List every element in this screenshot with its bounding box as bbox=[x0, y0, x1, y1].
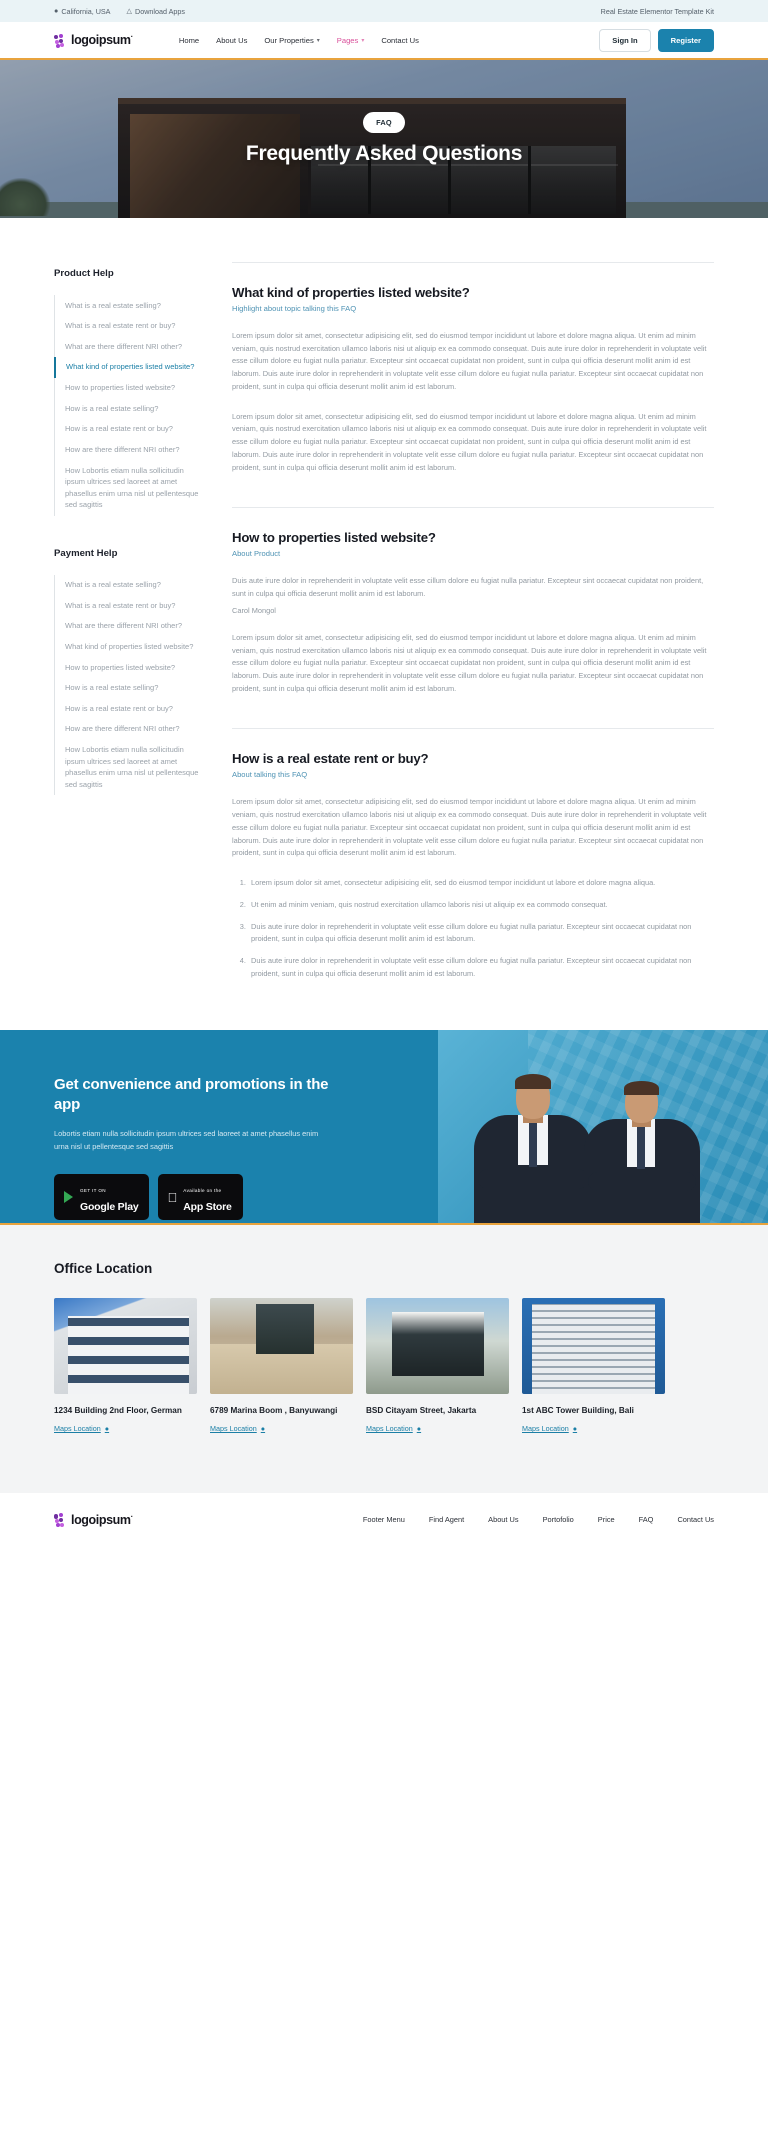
office-photo bbox=[210, 1298, 353, 1394]
office-address: 1234 Building 2nd Floor, German bbox=[54, 1405, 182, 1415]
main-navbar bbox=[0, 22, 768, 60]
google-play-button[interactable] bbox=[54, 1174, 149, 1220]
maps-location-link[interactable]: Maps Location ● bbox=[366, 1424, 422, 1434]
divider bbox=[232, 728, 714, 729]
cta-text-block bbox=[0, 1030, 330, 1221]
apple-logo-icon bbox=[167, 1191, 177, 1204]
office-card[interactable] bbox=[210, 1298, 353, 1434]
footer-item-faq[interactable]: FAQ bbox=[638, 1514, 654, 1524]
sidebar-item-product-1[interactable]: What is a real estate selling? bbox=[54, 295, 202, 316]
faq-article-2 bbox=[232, 507, 714, 695]
logo-mark-icon bbox=[54, 34, 67, 47]
list-item: 4. Duis aute irure dolor in reprehenderit in voluptate velit esse cillum dolore eu fugiat nulla pariatur. Excepteur sint occaecat cupidatat non proident, sunt in culpa qui officia deserunt mollit anim id est laborum. bbox=[248, 955, 714, 980]
sidebar-item-product-3[interactable]: What are there different NRI other? bbox=[54, 336, 202, 357]
hero-content bbox=[0, 60, 768, 218]
divider bbox=[232, 507, 714, 508]
sidebar-item-product-4-active[interactable]: What kind of properties listed website? bbox=[54, 357, 202, 378]
footer-brand-logo[interactable] bbox=[54, 1512, 133, 1527]
agent-photo-right bbox=[578, 1073, 708, 1223]
office-card-list bbox=[54, 1298, 714, 1434]
agents-photo bbox=[438, 1030, 768, 1223]
cta-title: Get convenience and promotions in the app bbox=[54, 1075, 329, 1113]
office-photo bbox=[366, 1298, 509, 1394]
office-location-section bbox=[0, 1225, 768, 1494]
footer-item-portofolio[interactable]: Portofolio bbox=[542, 1514, 574, 1524]
faq-subtitle-2: About Product bbox=[232, 549, 281, 559]
sidebar-item-payment-1[interactable]: What is a real estate selling? bbox=[54, 575, 202, 596]
sidebar-item-product-8[interactable]: How are there different NRI other? bbox=[54, 439, 202, 460]
maps-location-link[interactable]: Maps Location ● bbox=[54, 1424, 110, 1434]
section-spacer bbox=[232, 695, 714, 728]
nav-menu bbox=[179, 36, 419, 45]
sidebar-product-title: Product Help bbox=[54, 268, 114, 279]
chevron-down-icon: ▾ bbox=[316, 37, 320, 44]
topbar-location-label: California, USA bbox=[61, 6, 111, 16]
google-play-big: Google Play bbox=[80, 1201, 139, 1214]
register-button[interactable]: Register bbox=[658, 29, 714, 52]
faq-article-1 bbox=[232, 262, 714, 474]
location-pin-icon: ● bbox=[260, 1424, 266, 1434]
app-store-big: App Store bbox=[173, 1201, 222, 1214]
google-play-small: GET IT ON bbox=[80, 1188, 106, 1194]
faq-subtitle-3: About talking this FAQ bbox=[232, 770, 308, 780]
page-title: Frequently Asked Questions bbox=[245, 142, 523, 165]
chevron-down-icon: ▾ bbox=[361, 37, 365, 44]
faq-paragraph: Lorem ipsum dolor sit amet, consectetur adipisicing elit, sed do eiusmod tempor incididunt ut labore et dolore magna aliqua. Ut enim ad minim veniam, quis nostrud exercitation ullamco laboris nisi ut aliquip ex ea commodo consequat. Duis aute irure dolor in reprehenderit in voluptate velit esse cillum dolore eu fugiat nulla pariatur. Excepteur sint occaecat cupidatat non proident, sunt in culpa qui officia deserunt mollit anim id est laborum. Duis aute irure dolor in reprehenderit in voluptate velit esse cillum dolore eu fugiat nulla pariatur. Excepteur sint occaecat cupidatat non proident, sunt in culpa qui officia deserunt mollit anim id est laborum. bbox=[232, 797, 707, 858]
app-promo-banner bbox=[0, 1030, 768, 1225]
faq-title-2: How to properties listed website? bbox=[232, 530, 436, 546]
sidebar-item-payment-6[interactable]: How is a real estate selling? bbox=[54, 678, 202, 699]
sidebar-item-payment-5[interactable]: How to properties listed website? bbox=[54, 657, 202, 678]
sidebar-item-payment-8[interactable]: How are there different NRI other? bbox=[54, 719, 202, 740]
faq-paragraph: Duis aute irure dolor in reprehenderit in voluptate velit esse cillum dolore eu fugiat nulla pariatur. Excepteur sint occaecat cupidatat non proident, sunt in culpa qui officia deserunt mollit anim id est laborum. bbox=[232, 576, 704, 599]
sidebar-item-product-7[interactable]: How is a real estate rent or buy? bbox=[54, 419, 202, 440]
nav-item-pages[interactable]: Pages ▾ bbox=[336, 35, 365, 45]
app-store-button[interactable] bbox=[158, 1174, 242, 1220]
location-pin-icon: ● bbox=[54, 6, 59, 16]
sidebar-item-product-6[interactable]: How is a real estate selling? bbox=[54, 398, 202, 419]
sidebar-product-list bbox=[54, 295, 202, 516]
location-pin-icon: ● bbox=[416, 1424, 422, 1434]
office-address: BSD Citayam Street, Jakarta bbox=[366, 1405, 477, 1415]
faq-subtitle-1: Highlight about topic talking this FAQ bbox=[232, 304, 357, 313]
faq-title-1: What kind of properties listed website? bbox=[232, 285, 470, 300]
faq-paragraph: Lorem ipsum dolor sit amet, consectetur adipisicing elit, sed do eiusmod tempor incididunt ut labore et dolore magna aliqua. Ut enim ad minim veniam, quis nostrud exercitation ullamco laboris nisi ut aliquip ex ea commodo consequat. Duis aute irure dolor in reprehenderit in voluptate velit esse cillum dolore eu fugiat nulla pariatur. Excepteur sint occaecat cupidatat non proident, sunt in culpa qui officia deserunt mollit anim id est laborum. Duis aute irure dolor in reprehenderit in voluptate velit esse cillum dolore eu fugiat nulla pariatur. Excepteur sint occaecat cupidatat non proident, sunt in culpa qui officia deserunt mollit anim id est laborum. bbox=[232, 411, 707, 472]
office-card[interactable] bbox=[54, 1298, 197, 1434]
sidebar-item-payment-2[interactable]: What is a real estate rent or buy? bbox=[54, 595, 202, 616]
faq-articles bbox=[232, 262, 714, 990]
nav-item-about-us[interactable]: About Us bbox=[216, 35, 248, 45]
external-link-icon: △ bbox=[126, 6, 133, 16]
sidebar-item-product-9[interactable]: How Lobortis etiam nulla sollicitudin ipsum ultrices sed laoreet at amet phasellus enim urna nisl ut pellentesque sed sagittis bbox=[54, 460, 202, 516]
list-item: 3. Duis aute irure dolor in reprehenderit in voluptate velit esse cillum dolore eu fugiat nulla pariatur. Excepteur sint occaecat cupidatat non proident, sunt in culpa qui officia deserunt mollit anim id est laborum. bbox=[248, 921, 714, 946]
nav-actions bbox=[599, 29, 714, 52]
faq-sidebar bbox=[54, 262, 202, 795]
main-content bbox=[0, 218, 768, 990]
logo-mark-icon bbox=[54, 1513, 67, 1526]
top-utility-bar bbox=[0, 0, 768, 22]
footer-menu bbox=[363, 1515, 714, 1524]
sign-in-button[interactable]: Sign In bbox=[599, 29, 650, 52]
faq-paragraph: Lorem ipsum dolor sit amet, consectetur adipisicing elit, sed do eiusmod tempor incididunt ut labore et dolore magna aliqua. Ut enim ad minim veniam, quis nostrud exercitation ullamco laboris nisi ut aliquip ex ea commodo consequat. Duis aute irure dolor in reprehenderit in voluptate velit esse cillum dolore eu fugiat nulla pariatur. Excepteur sint occaecat cupidatat non proident, sunt in culpa qui officia deserunt mollit anim id est laborum. Duis aute irure dolor in reprehenderit in voluptate velit esse cillum dolore eu fugiat nulla pariatur. Excepteur sint occaecat cupidatat non proident, sunt in culpa qui officia deserunt mollit anim id est laborum. bbox=[232, 331, 707, 391]
nav-item-contact-us[interactable]: Contact Us bbox=[381, 35, 419, 45]
sidebar-item-payment-4[interactable]: What kind of properties listed website? bbox=[54, 636, 202, 657]
hero-badge: FAQ bbox=[363, 112, 405, 133]
footer-item-about-us[interactable]: About Us bbox=[488, 1514, 519, 1524]
footer-item-contact-us[interactable]: Contact Us bbox=[677, 1514, 714, 1524]
hero-banner bbox=[0, 60, 768, 218]
store-badges bbox=[54, 1174, 330, 1220]
maps-location-link[interactable]: Maps Location ● bbox=[210, 1424, 266, 1434]
maps-location-link[interactable]: Maps Location ● bbox=[522, 1424, 578, 1434]
faq-title-3: How is a real estate rent or buy? bbox=[232, 751, 429, 767]
sidebar-payment-list bbox=[54, 575, 202, 796]
footer-item-find-agent[interactable]: Find Agent bbox=[428, 1514, 465, 1524]
office-photo bbox=[54, 1298, 197, 1394]
cta-description: Lobortis etiam nulla sollicitudin ipsum ultrices sed laoreet at amet phasellus enim urna nisl ut pellentesque sed sagittis bbox=[54, 1129, 319, 1151]
sidebar-item-payment-7[interactable]: How is a real estate rent or buy? bbox=[54, 698, 202, 719]
nav-item-home[interactable]: Home bbox=[178, 35, 200, 45]
sidebar-item-product-2[interactable]: What is a real estate rent or buy? bbox=[54, 316, 202, 337]
faq-ordered-list bbox=[248, 877, 714, 980]
topbar-download-apps[interactable] bbox=[126, 7, 184, 16]
site-footer bbox=[0, 1493, 768, 1545]
sidebar-item-payment-3[interactable]: What are there different NRI other? bbox=[54, 616, 202, 637]
topbar-location bbox=[54, 7, 110, 16]
divider bbox=[232, 262, 714, 263]
footer-brand-name: logoipsum· bbox=[71, 1511, 133, 1528]
faq-article-3 bbox=[232, 728, 714, 980]
google-play-icon bbox=[63, 1191, 74, 1203]
list-item: 1. Lorem ipsum dolor sit amet, consectetur adipisicing elit, sed do eiusmod tempor incididunt ut labore et dolore magna aliqua. bbox=[248, 877, 714, 890]
faq-paragraph: Lorem ipsum dolor sit amet, consectetur adipisicing elit, sed do eiusmod tempor incididunt ut labore et dolore magna aliqua. Ut enim ad minim veniam, quis nostrud exercitation ullamco laboris nisi ut aliquip ex ea commodo consequat. Duis aute irure dolor in reprehenderit in voluptate velit esse cillum dolore eu fugiat nulla pariatur. Excepteur sint occaecat cupidatat non proident, sunt in culpa qui officia deserunt mollit anim id est laborum. Duis aute irure dolor in reprehenderit in voluptate velit esse cillum dolore eu fugiat nulla pariatur. Excepteur sint occaecat cupidatat non proident, sunt in culpa qui officia deserunt mollit anim id est laborum. bbox=[232, 632, 707, 693]
nav-item-our-properties[interactable]: Our Properties ▾ bbox=[264, 35, 320, 45]
office-address: 1st ABC Tower Building, Bali bbox=[522, 1405, 634, 1415]
section-spacer bbox=[232, 474, 714, 507]
topbar-download-label: Download Apps bbox=[135, 6, 185, 16]
office-card[interactable] bbox=[522, 1298, 665, 1434]
office-card[interactable] bbox=[366, 1298, 509, 1434]
faq-author-byline: Carol Mongol bbox=[232, 605, 276, 615]
office-photo bbox=[522, 1298, 665, 1394]
brand-logo[interactable] bbox=[54, 32, 133, 47]
sidebar-payment-title: Payment Help bbox=[54, 547, 118, 559]
topbar-left bbox=[54, 7, 185, 16]
sidebar-item-product-5[interactable]: How to properties listed website? bbox=[54, 378, 202, 399]
list-item: 2. Ut enim ad minim veniam, quis nostrud exercitation ullamco laboris nisi ut aliquip ex ea commodo consequat. bbox=[248, 899, 714, 912]
location-pin-icon: ● bbox=[104, 1424, 110, 1434]
brand-name: logoipsum· bbox=[71, 32, 133, 48]
app-store-small: Available on the bbox=[173, 1188, 212, 1194]
location-pin-icon: ● bbox=[572, 1424, 578, 1434]
footer-item-price[interactable]: Price bbox=[597, 1514, 615, 1524]
office-section-title: Office Location bbox=[54, 1260, 153, 1276]
footer-item-footer-menu[interactable]: Footer Menu bbox=[362, 1514, 405, 1524]
sidebar-item-payment-9[interactable]: How Lobortis etiam nulla sollicitudin ipsum ultrices sed laoreet at amet phasellus enim urna nisl ut pellentesque sed sagittis bbox=[54, 740, 202, 796]
office-address: 6789 Marina Boom , Banyuwangi bbox=[210, 1405, 338, 1415]
topbar-tagline: Real Estate Elementor Template Kit bbox=[600, 6, 714, 16]
